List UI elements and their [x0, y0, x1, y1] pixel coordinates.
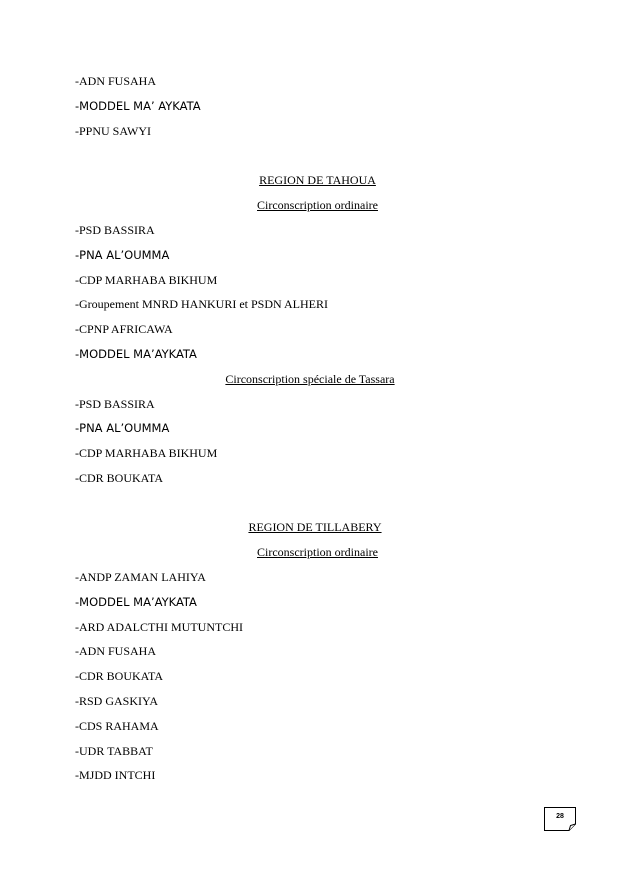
circonscription-heading-text: Circonscription ordinaire: [257, 545, 378, 559]
list-item: -MODDEL MA’AYKATA: [75, 595, 197, 609]
region-heading-text: REGION DE TAHOUA: [259, 173, 376, 187]
list-item: -MODDEL MA’ AYKATA: [75, 99, 201, 113]
list-item: -ARD ADALCTHI MUTUNTCHI: [75, 620, 243, 634]
list-item: -PPNU SAWYI: [75, 124, 152, 138]
list-item: -ADN FUSAHA: [75, 74, 157, 88]
list-item: -PNA AL’OUMMA: [75, 421, 170, 435]
list-item: -CDP MARHABA BIKHUM: [75, 273, 218, 287]
region-heading-text: REGION DE TILLABERY: [248, 520, 382, 534]
list-item: -CDS RAHAMA: [75, 719, 159, 733]
list-item: -UDR TABBAT: [75, 744, 153, 758]
circonscription-heading: [0, 198, 620, 212]
list-item: -MJDD INTCHI: [75, 768, 156, 782]
list-item: -ANDP ZAMAN LAHIYA: [75, 570, 206, 584]
circonscription-heading-text: Circonscription spéciale de Tassara: [225, 372, 395, 386]
list-item: -CDR BOUKATA: [75, 471, 164, 485]
list-item: -CPNP AFRICAWA: [75, 322, 173, 336]
region-heading-tillabery: [0, 520, 620, 534]
page-number-box: [544, 807, 576, 831]
list-item: -CDP MARHABA BIKHUM: [75, 446, 218, 460]
list-item: -Groupement MNRD HANKURI et PSDN ALHERI: [75, 297, 328, 311]
circonscription-heading: [0, 545, 620, 559]
list-item: -ADN FUSAHA: [75, 644, 157, 658]
circonscription-heading-text: Circonscription ordinaire: [257, 198, 378, 212]
region-heading-tahoua: [0, 173, 620, 187]
list-item: -MODDEL MA’AYKATA: [75, 347, 197, 361]
list-item: -PSD BASSIRA: [75, 397, 155, 411]
list-item: -PSD BASSIRA: [75, 223, 155, 237]
page-number: 28: [556, 813, 564, 820]
circonscription-heading-tassara: [0, 372, 620, 386]
list-item: -CDR BOUKATA: [75, 669, 164, 683]
list-item: -RSD GASKIYA: [75, 694, 159, 708]
list-item: -PNA AL’OUMMA: [75, 248, 170, 262]
